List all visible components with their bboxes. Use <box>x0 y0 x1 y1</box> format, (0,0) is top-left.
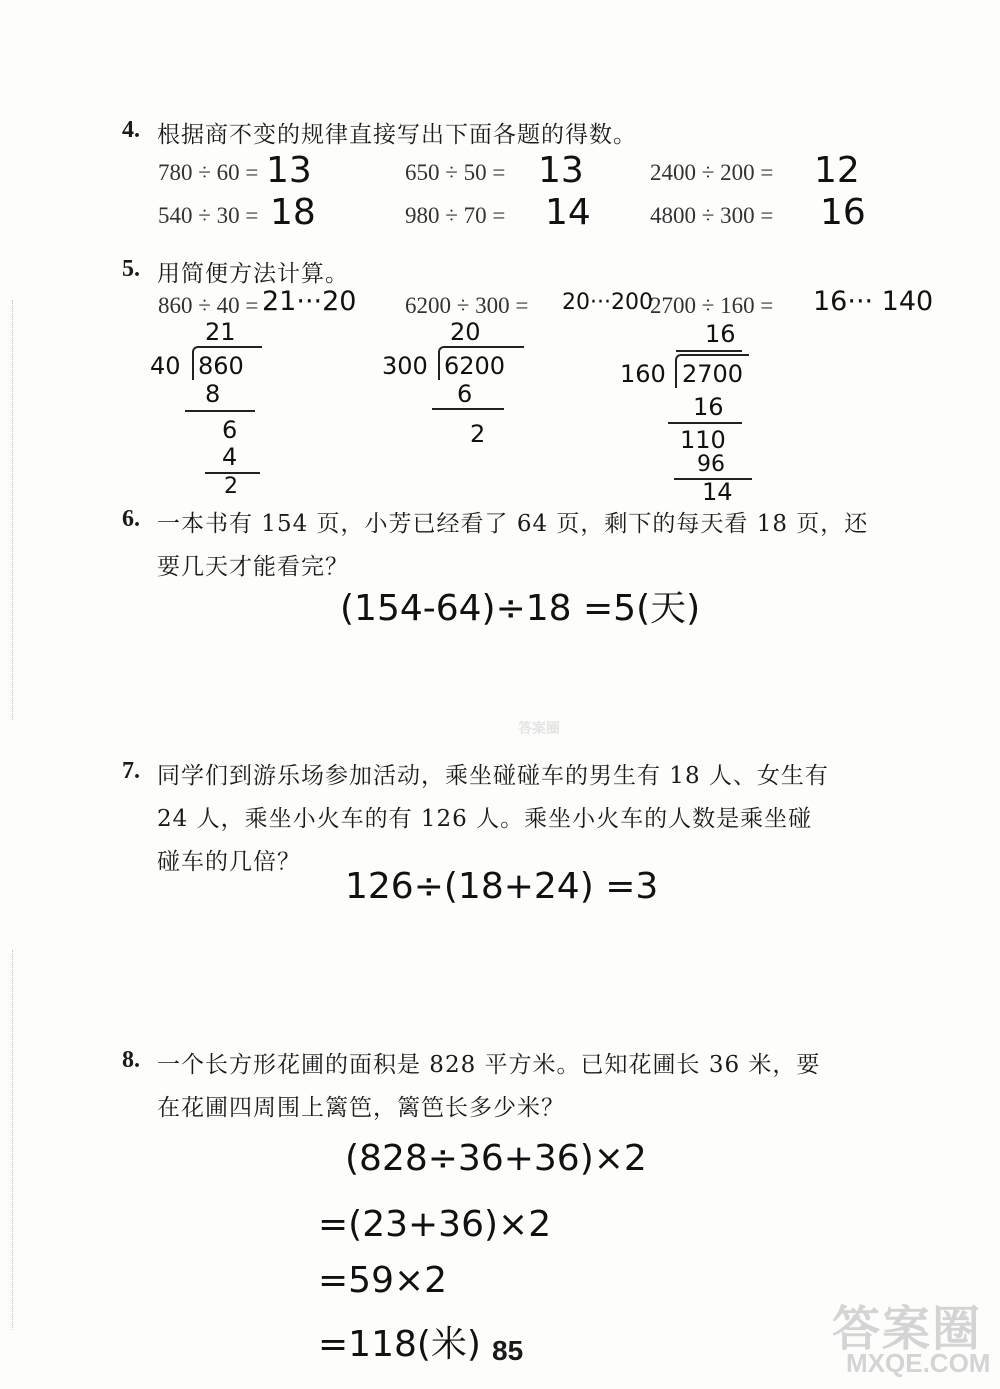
question-prompt: 碰车的几倍？ <box>157 849 301 875</box>
subtraction-line <box>668 422 742 424</box>
expression: 4800 ÷ 300 = <box>650 203 774 228</box>
page-number: 85 <box>492 1335 524 1366</box>
divisor: 40 <box>150 352 181 380</box>
step: 6 <box>222 416 238 444</box>
expression: 980 ÷ 70 = <box>405 203 506 228</box>
step: 16 <box>693 393 724 421</box>
handwritten-answer: 18 <box>270 192 316 233</box>
question-number: 5. <box>122 256 140 282</box>
dividend: 860 <box>198 352 244 380</box>
binding-holes-lower <box>12 950 15 1330</box>
question-number: 4. <box>122 117 140 143</box>
expression: 780 ÷ 60 = <box>158 160 259 185</box>
dividend: 2700 <box>682 360 744 388</box>
handwritten-answer: 13 <box>538 150 584 191</box>
divisor: 160 <box>620 360 666 388</box>
handwritten-answer: 14 <box>545 192 591 233</box>
step: 110 <box>680 426 726 454</box>
handwritten-answer: 16 <box>820 192 866 233</box>
handwritten-answer: 13 <box>266 150 312 191</box>
handwritten-answer: 12 <box>814 150 860 191</box>
question-prompt: 用简便方法计算。 <box>157 261 349 287</box>
quotient: 16 <box>705 320 736 348</box>
question-prompt: 在花圃四周围上篱笆，篱笆长多少米？ <box>157 1095 565 1121</box>
subtraction-line <box>185 410 255 412</box>
handwritten-work-line: (828÷36+36)×2 <box>345 1138 647 1179</box>
expression: 6200 ÷ 300 = <box>405 293 529 318</box>
handwritten-work-line: =59×2 <box>318 1260 448 1301</box>
handwritten-answer: 16··· 140 <box>813 286 934 317</box>
watermark-site: MXQE.COM <box>846 1348 991 1378</box>
handwritten-answer: 20···200 <box>562 290 653 315</box>
step: 6 <box>457 380 473 408</box>
handwritten-answer: (154-64)÷18 =5(天) <box>340 588 701 629</box>
expression: 860 ÷ 40 = <box>158 293 259 318</box>
divisor: 300 <box>382 352 428 380</box>
quotient-line <box>676 350 742 352</box>
step: 96 <box>697 452 725 477</box>
dividend: 6200 <box>444 352 506 380</box>
question-number: 6. <box>122 506 140 532</box>
step: 2 <box>470 420 486 448</box>
watermark-logo: 答案圈 <box>832 1303 983 1356</box>
step: 14 <box>702 478 733 506</box>
handwritten-answer: 21···20 <box>262 286 357 317</box>
handwritten-work-line: =(23+36)×2 <box>318 1204 552 1245</box>
step: 4 <box>222 443 238 471</box>
quotient: 20 <box>450 318 481 346</box>
watermark-faint: 答案圈 <box>518 720 560 736</box>
expression: 540 ÷ 30 = <box>158 203 259 228</box>
question-prompt: 一本书有 154 页，小芳已经看了 64 页，剩下的每天看 18 页，还 <box>157 511 869 537</box>
question-prompt: 一个长方形花圃的面积是 828 平方米。已知花圃长 36 米，要 <box>157 1052 821 1078</box>
question-prompt: 根据商不变的规律直接写出下面各题的得数。 <box>157 122 637 148</box>
question-prompt: 同学们到游乐场参加活动，乘坐碰碰车的男生有 18 人、女生有 <box>157 763 829 789</box>
handwritten-answer: 126÷(18+24) =3 <box>345 866 659 907</box>
question-prompt: 要几天才能看完？ <box>157 554 349 580</box>
quotient: 21 <box>205 318 236 346</box>
subtraction-line <box>432 408 504 410</box>
expression: 2400 ÷ 200 = <box>650 160 774 185</box>
question-number: 8. <box>122 1047 140 1073</box>
binding-holes <box>12 300 15 720</box>
step: 8 <box>205 380 221 408</box>
expression: 2700 ÷ 160 = <box>650 293 774 318</box>
question-number: 7. <box>122 758 140 784</box>
question-prompt: 24 人，乘坐小火车的有 126 人。乘坐小火车的人数是乘坐碰 <box>157 806 813 832</box>
handwritten-work-line: =118(米) <box>318 1324 481 1365</box>
step: 2 <box>224 474 238 499</box>
expression: 650 ÷ 50 = <box>405 160 506 185</box>
